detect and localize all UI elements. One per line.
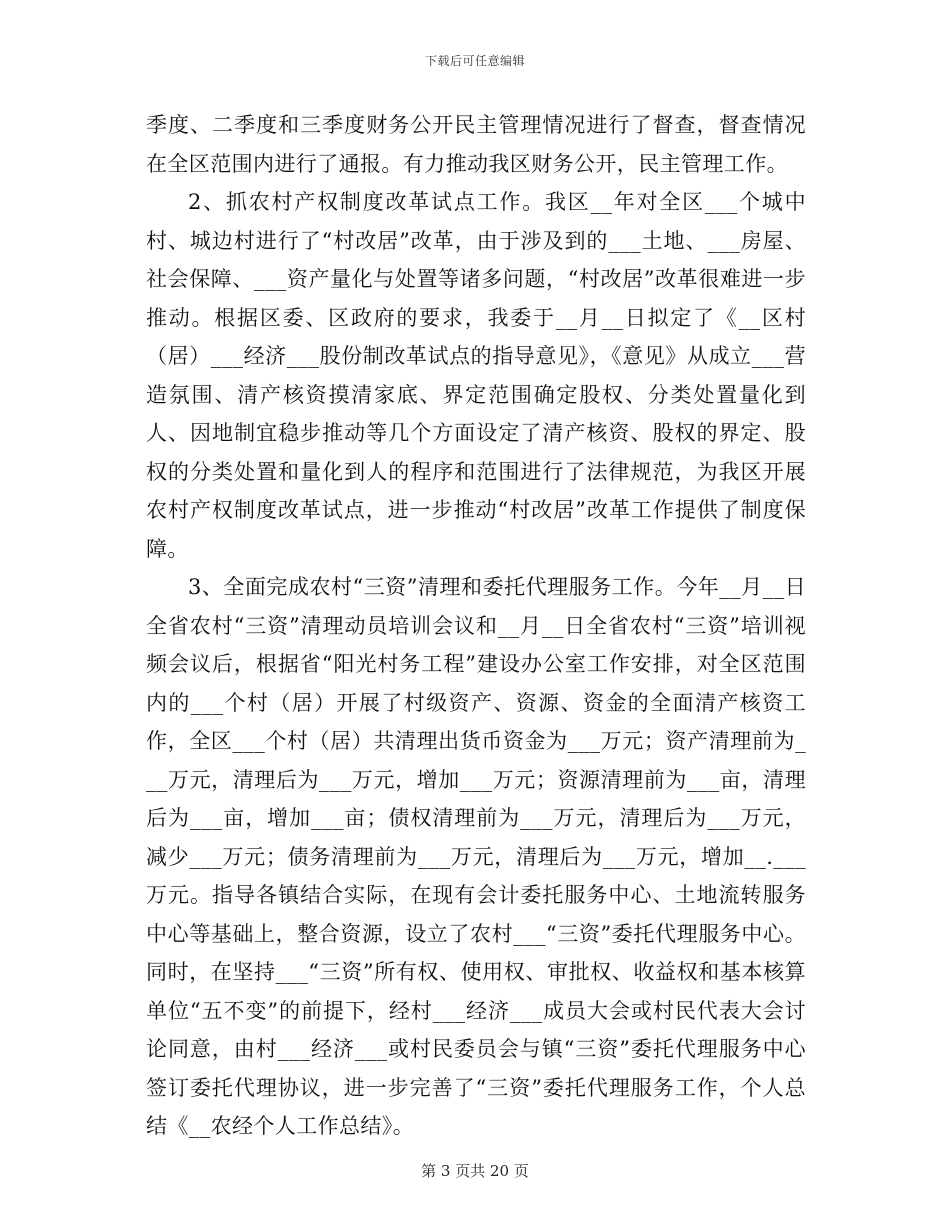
page-header: 下载后可任意编辑 — [424, 54, 525, 68]
paragraph-item-2: 2、抓农村产权制度改革试点工作。我区__年对全区___个城中村、城边村进行了“村改居”改革，由于涉及到的___土地、___房屋、社会保障、___资产量化与处置等诸多问题，“村改居”改革很难进一步推动。根据区委、区政府的要求，我委于__月__日拟定了《__区村（居）___经济___股份制改革试点的指导意见》，《意见》从成立___营造氛围、清产核资摸清家底、界定范围确定股权、分类处置量化到人、因地制宜稳步推动等几个方面设定了清产核资、股权的界定、股权的分类处置和量化到人的程序和范围进行了法律规范，为我区开展农村产权制度改革试点，进一步推动“村改居”改革工作提供了制度保障。 — [146, 190, 806, 561]
paragraph-item-3: 3、全面完成农村“三资”清理和委托代理服务工作。今年__月__日全省农村“三资”清理动员培训会议和__月__日全省农村“三资”培训视频会议后，根据省“阳光村务工程”建设办公室工作安排，对全区范围内的___个村（居）开展了村级资产、资源、资金的全面清产核资工作，全区___个村（居）共清理出货币资金为___万元；资产清理前为___万元，清理后为___万元，增加___万元；资源清理前为___亩，清理后为___亩，增加___亩；债权清理前为___万元，清理后为___万元，减少___万元；债务清理前为___万元，清理后为___万元，增加__.___万元。指导各镇结合实际，在现有会计委托服务中心、土地流转服务中心等基础上，整合资源，设立了农村___“三资”委托代理服务中心。同时，在坚持___“三资”所有权、使用权、审批权、收益权和基本核算单位“五不变”的前提下，经村___经济___成员大会或村民代表大会讨论同意，由村___经济___或村民委员会与镇“三资”委托代理服务中心签订委托代理协议，进一步完善了“三资”委托代理服务工作，个人总结《__农经个人工作总结》。 — [146, 575, 806, 1138]
document-body — [146, 106, 806, 1146]
paragraph-continuation: 季度、二季度和三季度财务公开民主管理情况进行了督查，督查情况在全区范围内进行了通报。有力推动我区财务公开，民主管理工作。 — [146, 113, 806, 176]
page-footer: 第 3 页共 20 页 — [421, 1162, 529, 1180]
